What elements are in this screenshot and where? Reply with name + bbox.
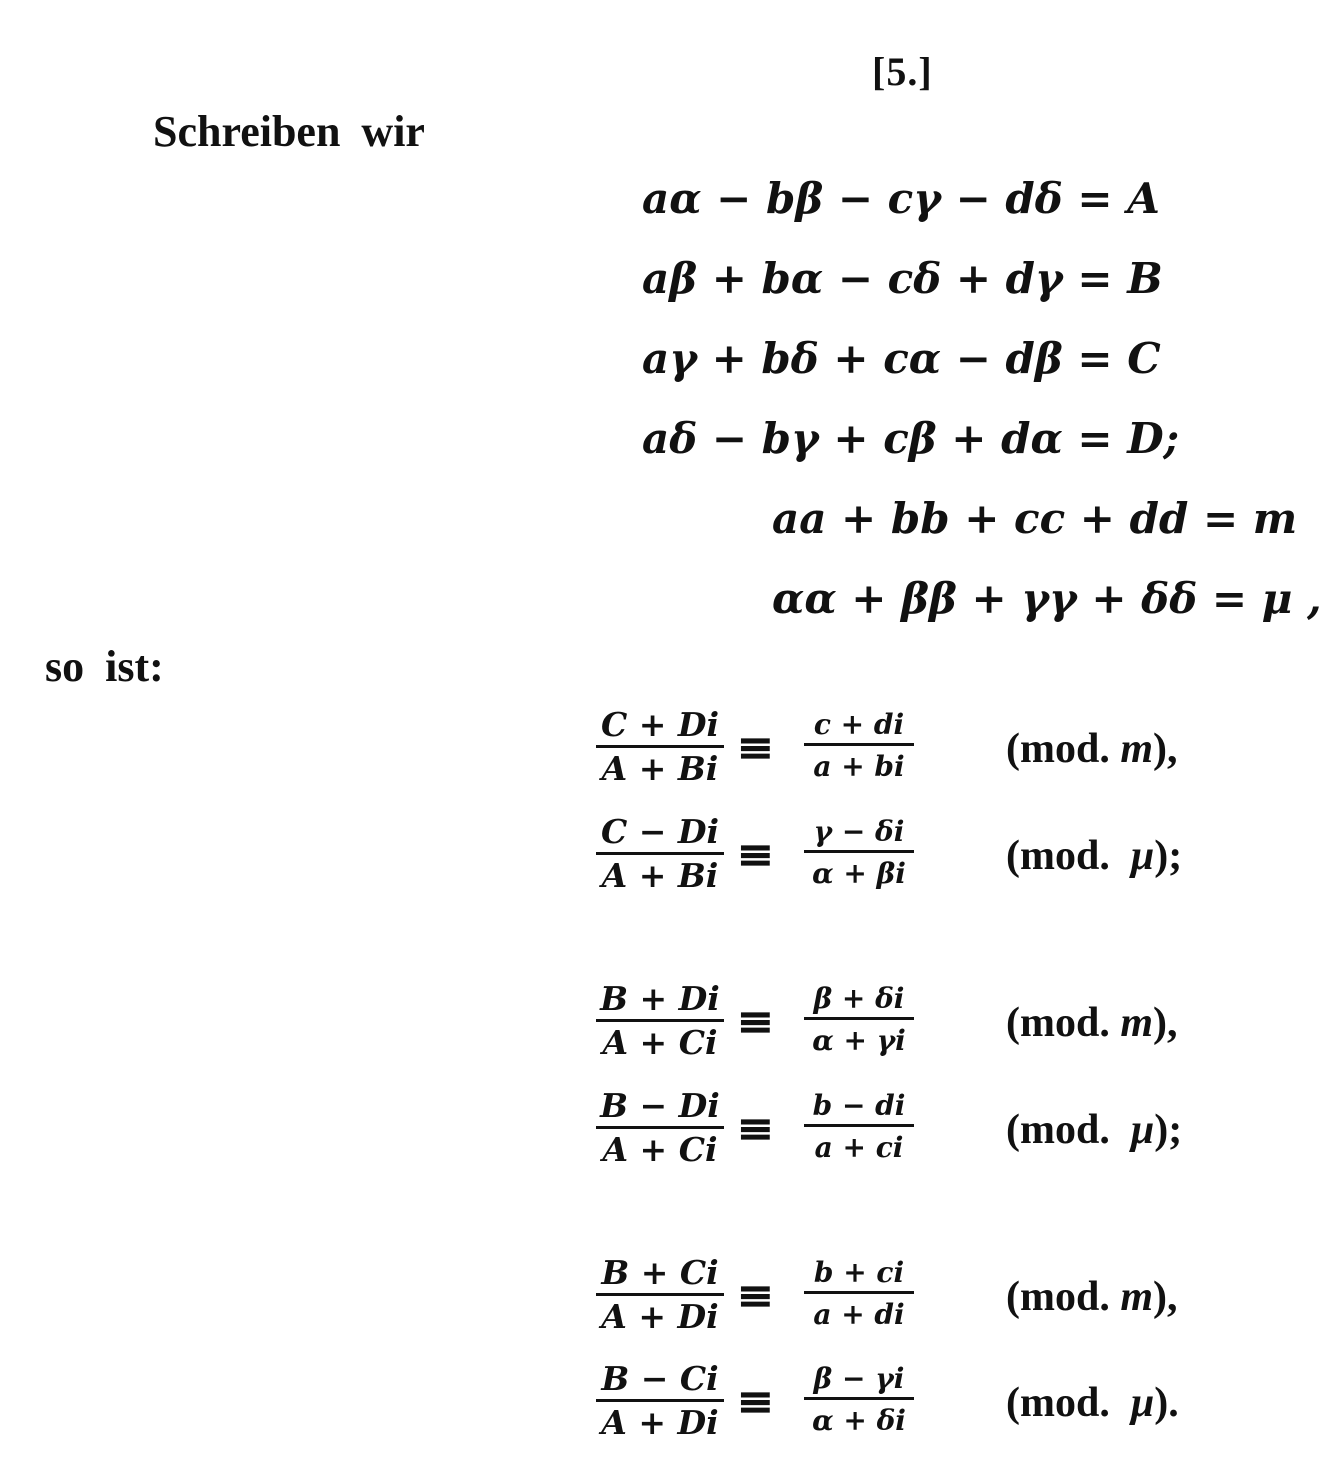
congruence-row [596,812,1236,905]
fraction-bar [596,852,724,855]
lhs-numerator: B + Ci [601,1253,719,1292]
lhs-fraction [596,1359,724,1442]
modulus-variable: μ [1130,1380,1155,1426]
modulus-open: (mod. [1006,726,1121,772]
lhs-numerator: B + Di [600,979,720,1018]
modulus-open: (mod. [1006,1274,1121,1320]
modulus [1006,1276,1178,1318]
lhs-denominator: A + Ci [602,1023,718,1062]
lhs-fraction [596,979,724,1062]
lhs-numerator: B − Di [600,1086,720,1125]
fraction-bar [804,1124,914,1127]
rhs-numerator: β + δi [813,982,905,1015]
modulus-close: ), [1153,1274,1178,1320]
modulus-close: ), [1153,1000,1178,1046]
lhs-numerator: B − Ci [601,1359,719,1398]
congruence-sign: ≡ [736,994,775,1048]
modulus [1006,728,1178,770]
fraction-bar [804,743,914,746]
modulus-close: ). [1154,1380,1179,1426]
rhs-numerator: b − di [812,1089,906,1122]
section-number: [5.] [872,49,933,94]
modulus [1006,1382,1179,1424]
modulus-variable: m [1120,1000,1154,1046]
fraction-bar [804,1017,914,1020]
norm-equation-m: aa + bb + cc + dd = m [772,494,1298,543]
fraction-bar [804,1291,914,1294]
modulus-close: ); [1154,833,1183,879]
equation-b: aβ + bα − cδ + dγ = B [642,254,1163,303]
rhs-denominator: α + γi [812,1024,906,1057]
congruence-sign: ≡ [736,1374,775,1428]
congruence-row [596,979,1236,1072]
modulus-variable: m [1120,726,1154,772]
rhs-fraction [804,982,914,1055]
rhs-numerator: β − γi [813,1362,905,1395]
intro-text: Schreiben wir [153,107,425,156]
modulus-open: (mod. [1006,833,1131,879]
modulus [1006,1002,1178,1044]
rhs-denominator: a + bi [813,750,905,783]
lhs-numerator: C + Di [600,705,720,744]
conclusion-text: so ist: [45,642,164,691]
modulus [1006,1109,1182,1151]
fraction-bar [596,1399,724,1402]
fraction-bar [596,1019,724,1022]
congruence-row [596,1253,1236,1346]
fraction-bar [804,1397,914,1400]
congruence-row [596,1359,1236,1452]
equation-a: aα − bβ − cγ − dδ = A [642,174,1160,223]
lhs-denominator: A + Bi [601,749,719,788]
fraction-bar [596,1293,724,1296]
rhs-denominator: α + βi [812,857,906,890]
congruence-row [596,705,1236,798]
congruence-row [596,1086,1236,1179]
rhs-numerator: c + di [813,708,905,741]
congruence-sign: ≡ [736,1268,775,1322]
lhs-denominator: A + Di [601,1297,719,1336]
fraction-bar [804,850,914,853]
lhs-fraction [596,705,724,788]
congruence-sign: ≡ [736,1101,775,1155]
equation-c: aγ + bδ + cα − dβ = C [642,334,1161,383]
lhs-fraction [596,812,724,895]
modulus-open: (mod. [1006,1380,1131,1426]
lhs-denominator: A + Ci [602,1130,718,1169]
modulus-open: (mod. [1006,1107,1131,1153]
rhs-numerator: b + ci [813,1256,905,1289]
modulus-open: (mod. [1006,1000,1121,1046]
rhs-fraction [804,1256,914,1329]
rhs-fraction [804,1362,914,1435]
norm-equation-mu: αα + ββ + γγ + δδ = μ , [772,574,1322,623]
modulus-close: ); [1154,1107,1183,1153]
fraction-bar [596,745,724,748]
lhs-numerator: C − Di [600,812,720,851]
modulus-variable: μ [1130,1107,1155,1153]
congruence-sign: ≡ [736,827,775,881]
fraction-bar [596,1126,724,1129]
rhs-denominator: a + di [813,1298,905,1331]
modulus-variable: μ [1130,833,1155,879]
lhs-fraction [596,1253,724,1336]
rhs-denominator: a + ci [814,1131,904,1164]
rhs-fraction [804,708,914,781]
rhs-denominator: α + δi [812,1404,906,1437]
rhs-fraction [804,1089,914,1162]
modulus [1006,835,1182,877]
lhs-denominator: A + Bi [601,856,719,895]
lhs-fraction [596,1086,724,1169]
congruence-sign: ≡ [736,720,775,774]
rhs-fraction [804,815,914,888]
lhs-denominator: A + Di [601,1403,719,1442]
equation-d: aδ − bγ + cβ + dα = D; [642,414,1180,463]
modulus-variable: m [1120,1274,1154,1320]
rhs-numerator: γ − δi [813,815,905,848]
modulus-close: ), [1153,726,1178,772]
